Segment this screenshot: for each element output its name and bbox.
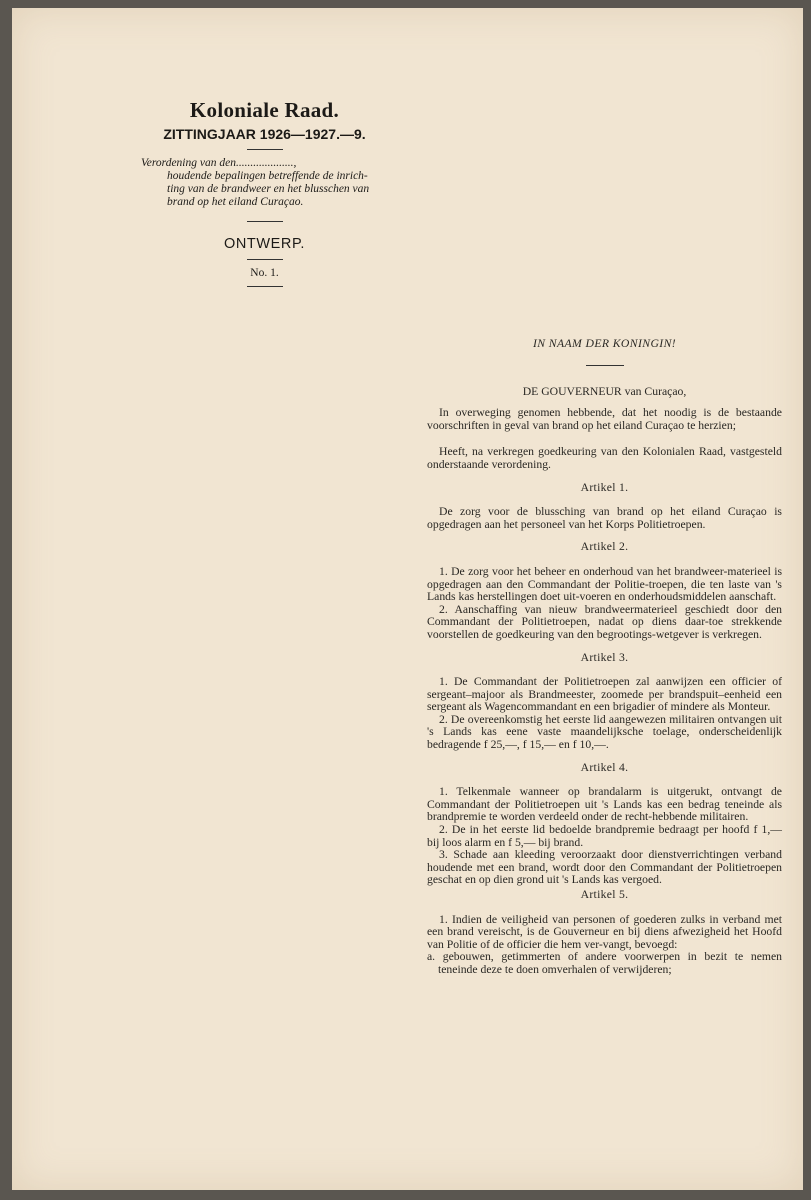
article-paragraph: 1. Indien de veiligheid van personen of goederen zulks in verband met een brand vereischt, is de Gouverneur en bij diens afwezigheid het Hoofd van Politie of de officier die hem ver-vangt, bevoegd: bbox=[427, 912, 782, 951]
article-heading: Artikel 5. bbox=[580, 888, 629, 901]
article-paragraph: 2. Aanschaffing van nieuw brandweermaterieel geschiedt door den Commandant der Politietroepen, nadat op diens daar-toe strekkende voorstellen de goedkeuring van den begrootings-wetgever is verkregen. bbox=[427, 602, 782, 641]
description-line: houdende bepalingen betreffende de inrich- bbox=[167, 170, 368, 182]
governor-line: DE GOUVERNEUR van Curaçao, bbox=[522, 384, 687, 398]
enacted-paragraph: Heeft, na verkregen goedkeuring van den Kolonialen Raad, vastgesteld onderstaande verordening. bbox=[427, 445, 782, 471]
description-line: ting van de brandweer en het blusschen van bbox=[167, 183, 370, 195]
considering-paragraph: In overweging genomen hebbende, dat het noodig is de bestaande voorschriften in geval van brand op het eiland Curaçao te herzien; bbox=[427, 406, 782, 432]
article-paragraph: De zorg voor de blussching van brand op het eiland Curaçao is opgedragen aan het personeel van het Korps Politietroepen. bbox=[427, 505, 782, 531]
article-heading: Artikel 1. bbox=[580, 480, 629, 494]
article-heading: Artikel 2. bbox=[580, 540, 629, 554]
draft-number: No. 1. bbox=[250, 267, 279, 279]
document-page bbox=[12, 8, 803, 1190]
ordinance-text bbox=[427, 338, 782, 977]
article-paragraph: 2. De overeenkomstig het eerste lid aangewezen militairen ontvangen uit 's Lands kas eene vaste maandelijksche toelage, onderscheidenlijk bedragende f 25,—, f 15,— en f 10,—. bbox=[427, 712, 782, 752]
header-block bbox=[137, 98, 392, 294]
description-line: brand op het eiland Curaçao. bbox=[167, 196, 304, 208]
article-paragraph: 2. De in het eerste lid bedoelde brandpremie bedraagt per hoofd f 1,— bij loos alarm en f 5,— bij brand. bbox=[427, 823, 782, 849]
ordinance-description bbox=[141, 157, 392, 209]
article-clause: a. gebouwen, getimmerten of andere voorwerpen in bezit te nemen teneinde deze te doen omverhalen of verwijderen; bbox=[427, 950, 782, 976]
divider bbox=[247, 149, 283, 150]
article-paragraph: 1. De Commandant der Politietroepen zal aanwijzen een officier of sergeant–majoor als Brandmeester, zoomede per brandspuit–eenheid een sergeant als Wagencommandant en een brigadier of mindere als Monteur. bbox=[427, 675, 782, 714]
divider bbox=[247, 259, 283, 260]
article-heading: Artikel 3. bbox=[580, 650, 629, 664]
divider bbox=[247, 221, 283, 222]
session-year: ZITTINGJAAR 1926—1927.—9. bbox=[163, 126, 366, 142]
divider bbox=[247, 286, 283, 287]
article-paragraph: 3. Schade aan kleeding veroorzaakt door dienstverrichtingen verband houdende met een brand, wordt door den Commandant der Politietroepen geschat en op dien grond uit 's Lands kas vergoed. bbox=[427, 848, 782, 887]
article-paragraph: 1. De zorg voor het beheer en onderhoud van het brandweer-materieel is opgedragen aan den Commandant der Politie-troepen, die ten laste van 's Lands kas herstellingen doet uit-voeren en onderhoudsmiddelen aanschaft. bbox=[427, 564, 782, 604]
divider bbox=[586, 365, 624, 366]
council-title: Koloniale Raad. bbox=[189, 98, 340, 122]
article-heading: Artikel 4. bbox=[580, 760, 629, 774]
article-paragraph: 1. Telkenmale wanneer op brandalarm is uitgerukt, ontvangt de Commandant der Politietroepen uit 's Lands kas een bedrag teneinde als brandpremie te worden verdeeld onder de recht-hebbende militairen. bbox=[427, 785, 782, 824]
description-line: Verordening van den...................., bbox=[141, 157, 297, 169]
draft-label: ONTWERP. bbox=[223, 236, 306, 252]
invocation: IN NAAM DER KONINGIN! bbox=[532, 337, 677, 350]
